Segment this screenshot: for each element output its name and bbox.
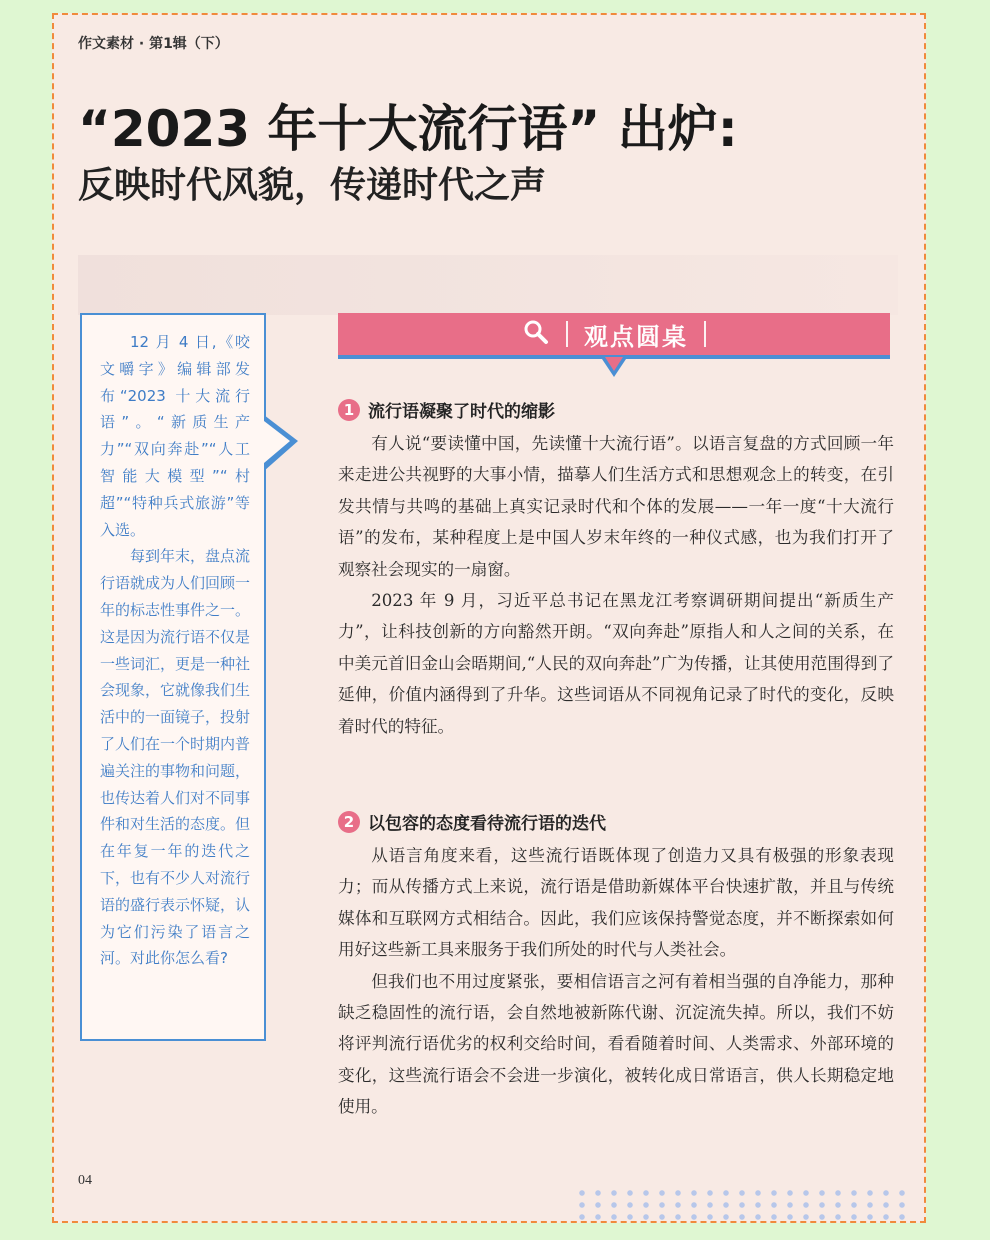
divider xyxy=(566,321,568,347)
viewpoint-banner xyxy=(338,313,890,359)
sidebar-paragraph: 12 月 4 日,《咬文嚼字》编辑部发布“2023 十大流行语”。“新质生产力”“双向奔赴”“人工智能大模型”“村超”“特种兵式旅游”等入选。 xyxy=(100,333,250,539)
magazine-page xyxy=(52,13,926,1223)
sidebar-paragraph: 每到年末，盘点流行语就成为人们回顾一年的标志性事件之一。这是因为流行语不仅是一些词汇，更是一种社会现象，它就像我们生活中的一面镜子，投射了人们在一个时期内普遍关注的事物和问题，也传达着人们对不同事件和对生活的态度。但在年复一年的迭代之下，也有不少人对流行语的盛行表示怀疑，认为它们污染了语言之河。对此你怎么看? xyxy=(100,547,251,968)
subheadline: 反映时代风貌，传递时代之声 xyxy=(78,165,547,206)
body-paragraph: 有人说“要读懂中国，先读懂十大流行语”。以语言复盘的方式回顾一年来走进公共视野的大事小情，描摹人们生活方式和思想观念上的转变，在引发共情与共鸣的基础上真实记录时代和个体的发展——一年一度“十大流行语”的发布，某种程度上是中国人岁末年终的一种仪式感，也为我们打开了观察社会现实的一扇窗。 xyxy=(338,434,894,579)
page-number: 04 xyxy=(78,1173,92,1188)
section-number-badge: 2 xyxy=(338,811,360,833)
series-label: 作文素材 · 第1辑（下） xyxy=(78,36,229,52)
headline: “2023 年十大流行语” 出炉: xyxy=(78,100,738,158)
divider xyxy=(704,321,706,347)
body-paragraph: 但我们也不用过度紧张，要相信语言之河有着相当强的自净能力，那种缺乏稳固性的流行语，会自然地被新陈代谢、沉淀流失掉。所以，我们不妨将评判流行语优劣的权利交给时间，看看随着时间、人类需求、外部环境的变化，这些流行语会不会进一步演化，被转化成日常语言，供人长期稳定地使用。 xyxy=(338,971,894,1117)
sidebar-pointer-fill xyxy=(264,421,290,463)
body-paragraph: 从语言角度来看，这些流行语既体现了创造力又具有极强的形象表现力；而从传播方式上来说，流行语是借助新媒体平台快速扩散，并且与传统媒体和互联网方式相结合。因此，我们应该保持警觉态度，并不断探索如何用好这些新工具来服务于我们所处的时代与人类社会。 xyxy=(338,846,894,960)
background-graphic xyxy=(78,255,898,315)
section-title: 以包容的态度看待流行语的迭代 xyxy=(368,814,606,834)
section-2 xyxy=(338,809,894,1123)
section-1 xyxy=(338,397,894,742)
decorative-dots xyxy=(574,1187,914,1223)
search-icon xyxy=(522,318,550,350)
section-title: 流行语凝聚了时代的缩影 xyxy=(368,402,555,422)
banner-pointer-fill xyxy=(605,357,623,371)
section-number-badge: 1 xyxy=(338,399,360,421)
banner-title: 观点圆桌 xyxy=(584,322,688,351)
body-paragraph: 2023 年 9 月，习近平总书记在黑龙江考察调研期间提出“新质生产力”，让科技创新的方向豁然开朗。“双向奔赴”原指人和人之间的关系，在中美元首旧金山会晤期间,“人民的双向奔赴”广为传播，让其使用范围得到了延伸，价值内涵得到了升华。这些词语从不同视角记录了时代的变化，反映着时代的特征。 xyxy=(338,591,894,736)
intro-sidebar xyxy=(80,313,266,1041)
